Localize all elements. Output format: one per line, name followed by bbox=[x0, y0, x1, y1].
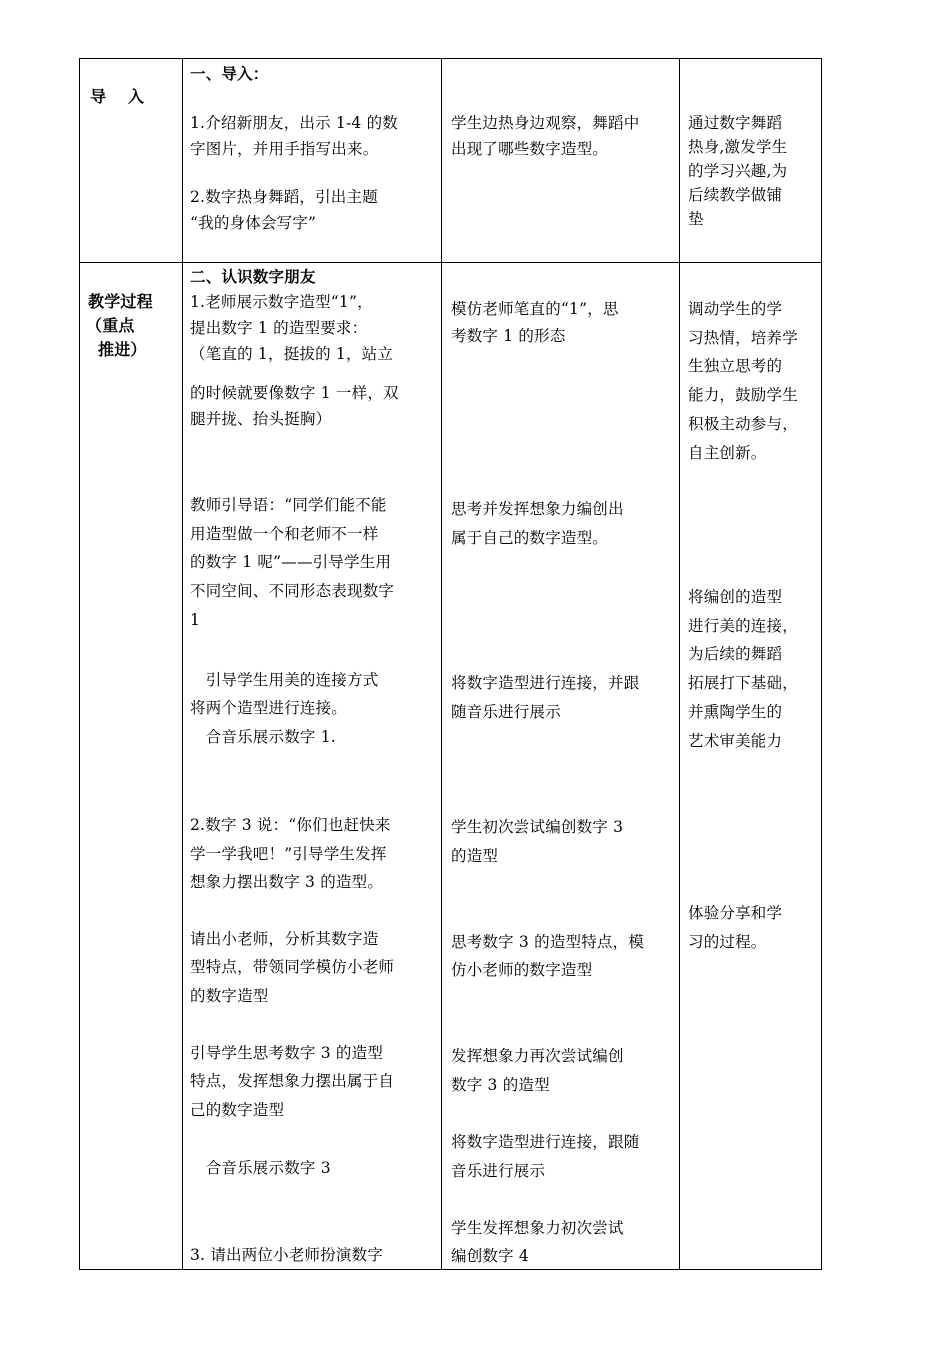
table-top-border bbox=[79, 58, 822, 59]
intro-step1-line2: 字图片，并用手指写出来。 bbox=[190, 140, 379, 158]
process-p2-line1: 教师引导语：“同学们能不能 bbox=[190, 496, 387, 514]
purpose-g2-line4: 拓展打下基础， bbox=[688, 674, 798, 692]
process-p1-line5: 腿并拢、抬头挺胸） bbox=[190, 410, 332, 428]
student-s5-line2: 仿小老师的数字造型 bbox=[451, 961, 593, 979]
process-p2-line4: 不同空间、不同形态表现数字 bbox=[190, 582, 395, 600]
intro-row-label: 导 入 bbox=[90, 87, 148, 106]
process-row-label-line1: 教学过程 bbox=[88, 292, 153, 311]
purpose-g1-line6: 自主创新。 bbox=[688, 444, 767, 462]
intro-step2-line2: “我的身体会写字” bbox=[190, 214, 317, 232]
student-s5-line1: 思考数字 3 的造型特点，模 bbox=[451, 933, 645, 951]
process-p2-line5: 1 bbox=[190, 611, 201, 629]
intro-step2-line1: 2.数字热身舞蹈，引出主题 bbox=[190, 188, 378, 206]
process-p6-line3: 己的数字造型 bbox=[190, 1101, 285, 1119]
student-s7-line1: 将数字造型进行连接，跟随 bbox=[451, 1133, 640, 1151]
purpose-g1-line1: 调动学生的学 bbox=[688, 300, 783, 318]
column-border-3 bbox=[441, 58, 442, 1270]
process-p4-line2: 学一学我吧！”引导学生发挥 bbox=[190, 845, 387, 863]
student-s3-line1: 将数字造型进行连接，并跟 bbox=[451, 674, 640, 692]
process-p3-line1: 引导学生用美的连接方式 bbox=[190, 671, 379, 689]
intro-purpose-line1: 通过数字舞蹈 bbox=[688, 114, 783, 132]
purpose-g1-line3: 生独立思考的 bbox=[688, 357, 783, 375]
student-s3-line2: 随音乐进行展示 bbox=[451, 703, 561, 721]
purpose-g1-line2: 习热情，培养学 bbox=[688, 329, 798, 347]
purpose-g2-line3: 为后续的舞蹈 bbox=[688, 645, 783, 663]
student-s7-line2: 音乐进行展示 bbox=[451, 1162, 546, 1180]
column-border-1 bbox=[79, 58, 80, 1270]
purpose-g1-line4: 能力，鼓励学生 bbox=[688, 386, 798, 404]
table-bottom-border bbox=[79, 1269, 822, 1270]
intro-student-line1: 学生边热身边观察，舞蹈中 bbox=[451, 114, 640, 132]
student-s1-line1: 模仿老师笔直的“1”，思 bbox=[451, 300, 619, 318]
process-p5-line1: 请出小老师，分析其数字造 bbox=[190, 930, 379, 948]
column-border-4 bbox=[679, 58, 680, 1270]
intro-purpose-line2: 热身,激发学生 bbox=[688, 138, 788, 156]
process-p5-line3: 的数字造型 bbox=[190, 987, 269, 1005]
column-border-2 bbox=[182, 58, 183, 1270]
intro-purpose-line5: 垫 bbox=[688, 210, 704, 228]
process-p8-line1: 3. 请出两位小老师扮演数字 bbox=[190, 1246, 384, 1264]
student-s2-line1: 思考并发挥想象力编创出 bbox=[451, 500, 624, 518]
process-p4-line3: 想象力摆出数字 3 的造型。 bbox=[190, 873, 384, 891]
row-divider bbox=[79, 262, 822, 263]
student-s4-line1: 学生初次尝试编创数字 3 bbox=[451, 818, 624, 836]
process-p1-line1: 1.老师展示数字造型“1”， bbox=[190, 293, 373, 311]
process-p7-line1: 合音乐展示数字 3 bbox=[190, 1159, 331, 1177]
process-p3-line2: 将两个造型进行连接。 bbox=[190, 699, 348, 717]
student-s6-line2: 数字 3 的造型 bbox=[451, 1076, 550, 1094]
intro-student-line2: 出现了哪些数字造型。 bbox=[451, 140, 609, 158]
student-s8-line2: 编创数字 4 bbox=[451, 1247, 529, 1265]
purpose-g3-line1: 体验分享和学 bbox=[688, 904, 783, 922]
student-s1-line2: 考数字 1 的形态 bbox=[451, 327, 566, 345]
process-p6-line1: 引导学生思考数字 3 的造型 bbox=[190, 1044, 384, 1062]
intro-step1-line1: 1.介绍新朋友，出示 1-4 的数 bbox=[190, 114, 399, 132]
student-s8-line1: 学生发挥想象力初次尝试 bbox=[451, 1219, 624, 1237]
intro-purpose-line4: 后续教学做铺 bbox=[688, 186, 783, 204]
purpose-g2-line6: 艺术审美能力 bbox=[688, 732, 783, 750]
process-p4-line1: 2.数字 3 说：“你们也赶快来 bbox=[190, 816, 391, 834]
process-p1-line4: 的时候就要像数字 1 一样，双 bbox=[190, 384, 399, 402]
purpose-g2-line2: 进行美的连接， bbox=[688, 617, 798, 635]
purpose-g2-line5: 并熏陶学生的 bbox=[688, 703, 783, 721]
process-row-label-line3: 推进） bbox=[98, 340, 147, 359]
process-p2-line2: 用造型做一个和老师不一样 bbox=[190, 525, 379, 543]
intro-purpose-line3: 的学习兴趣,为 bbox=[688, 162, 788, 180]
process-section-title: 二、认识数字朋友 bbox=[190, 267, 316, 286]
student-s4-line2: 的造型 bbox=[451, 847, 499, 865]
purpose-g1-line5: 积极主动参与， bbox=[688, 415, 798, 433]
process-p3-line3: 合音乐展示数字 1. bbox=[190, 728, 336, 746]
student-s2-line2: 属于自己的数字造型。 bbox=[451, 529, 609, 547]
process-p2-line3: 的数字 1 呢”——引导学生用 bbox=[190, 553, 392, 571]
process-p5-line2: 型特点，带领同学模仿小老师 bbox=[190, 958, 395, 976]
process-p1-line3: （笔直的 1，挺拔的 1，站立 bbox=[190, 345, 394, 363]
process-p1-line2: 提出数字 1 的造型要求： bbox=[190, 319, 368, 337]
intro-section-title: 一、导入： bbox=[190, 64, 269, 83]
purpose-g3-line2: 习的过程。 bbox=[688, 933, 767, 951]
process-p6-line2: 特点，发挥想象力摆出属于自 bbox=[190, 1072, 395, 1090]
column-border-5 bbox=[821, 58, 822, 1270]
process-row-label-line2: （重点 bbox=[86, 316, 135, 335]
student-s6-line1: 发挥想象力再次尝试编创 bbox=[451, 1047, 624, 1065]
purpose-g2-line1: 将编创的造型 bbox=[688, 588, 783, 606]
